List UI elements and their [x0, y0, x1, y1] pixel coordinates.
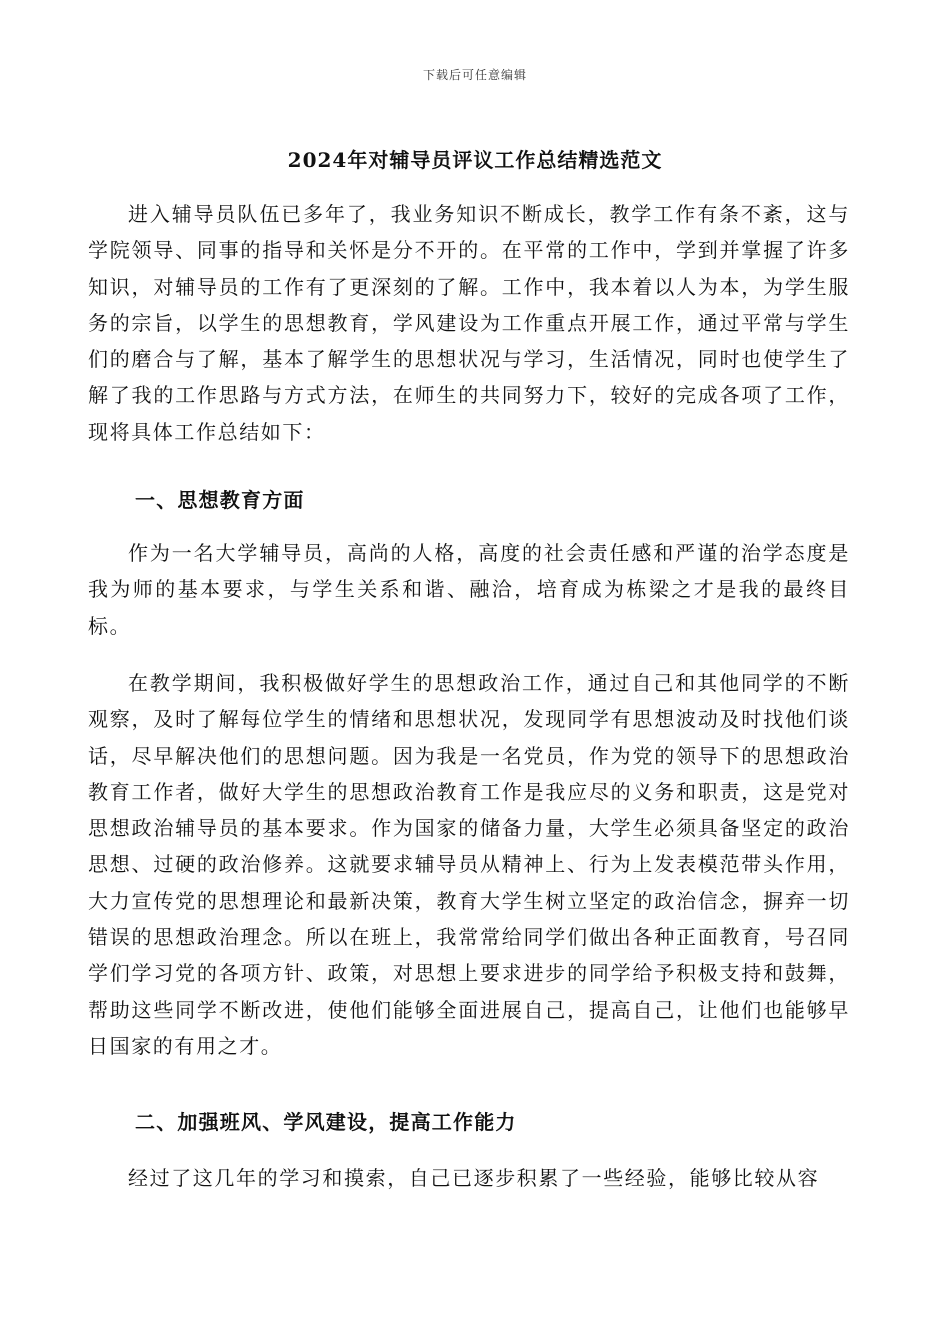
document-title: 2024年对辅导员评议工作总结精选范文	[287, 148, 663, 172]
section-heading-1: 一、思想教育方面	[135, 488, 305, 512]
header-note: 下载后可任意编辑	[422, 68, 527, 82]
section-heading-2: 二、加强班风、学风建设，提高工作能力	[135, 1110, 517, 1134]
intro-paragraph: 进入辅导员队伍已多年了，我业务知识不断成长，教学工作有条不紊，这与学院领导、同事的指导和关怀是分不开的。在平常的工作中，学到并掌握了许多知识，对辅导员的工作有了更深刻的了解。工作中，我本着以人为本，为学生服务的宗旨，以学生的思想教育，学风建设为工作重点开展工作，通过平常与学生们的磨合与了解，基本了解学生的思想状况与学习，生活情况，同时也使学生了解了我的工作思路与方式方法，在师生的共同努力下，较好的完成各项了工作，现将具体工作总结如下：	[88, 202, 850, 444]
section1-paragraph-2: 在教学期间，我积极做好学生的思想政治工作，通过自己和其他同学的不断观察，及时了解每位学生的情绪和思想状况，发现同学有思想波动及时找他们谈话，尽早解决他们的思想问题。因为我是一名党员，作为党的领导下的思想政治教育工作者，做好大学生的思想政治教育工作是我应尽的义务和职责，这是党对思想政治辅导员的基本要求。作为国家的储备力量，大学生必须具备坚定的政治思想、过硬的政治修养。这就要求辅导员从精神上、行为上发表模范带头作用，大力宣传党的思想理论和最新决策，教育大学生树立坚定的政治信念，摒弃一切错误的思想政治理念。所以在班上，我常常给同学们做出各种正面教育，号召同学们学习党的各项方针、政策，对思想上要求进步的同学给予积极支持和鼓舞，帮助这些同学不断改进，使他们能够全面进展自己，提高自己，让他们也能够早日国家的有用之才。	[88, 671, 850, 1058]
section1-paragraph-1: 作为一名大学辅导员，高尚的人格，高度的社会责任感和严谨的治学态度是我为师的基本要求，与学生关系和谐、融洽，培育成为栋梁之才是我的最终目标。	[88, 541, 850, 638]
section2-paragraph-1: 经过了这几年的学习和摸索，自己已逐步积累了一些经验，能够比较从容	[128, 1166, 820, 1190]
